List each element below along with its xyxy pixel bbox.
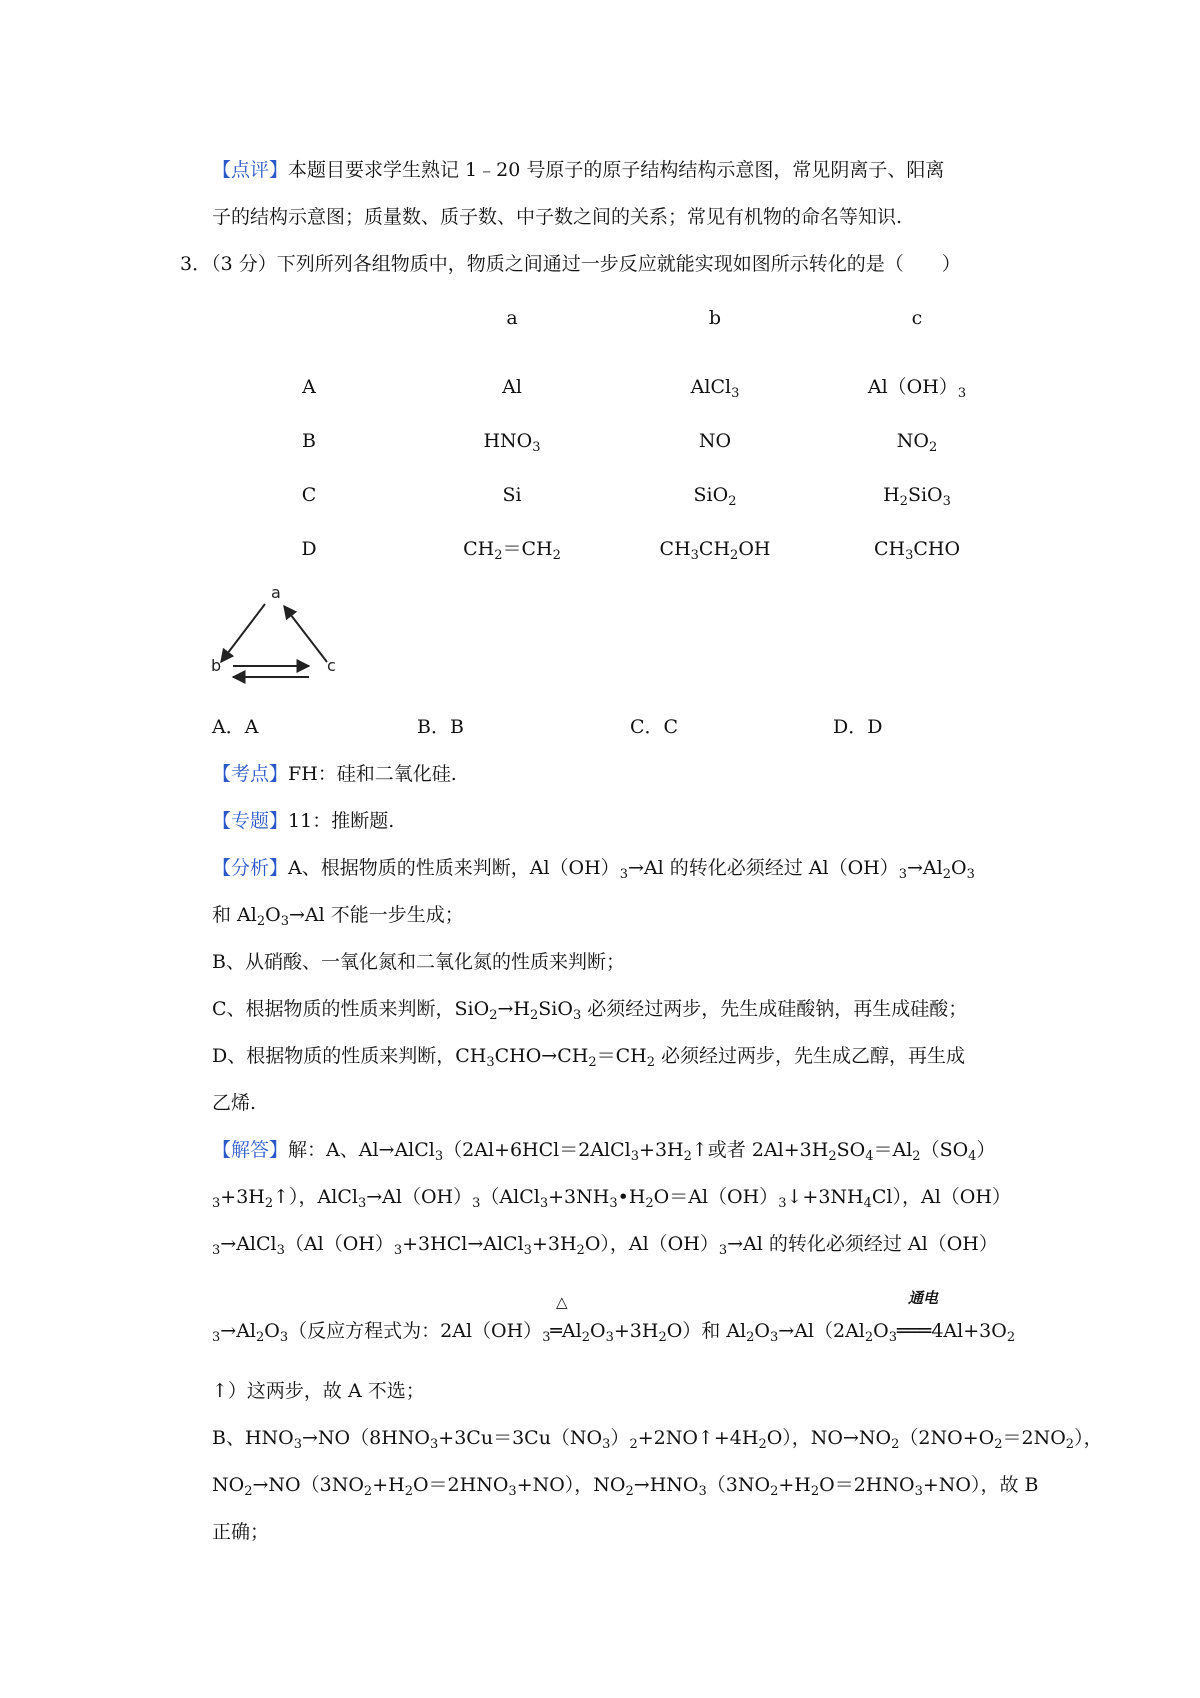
subscript: 3 (718, 1243, 728, 1258)
table-header-a: a (506, 307, 518, 329)
heat-condition: △ (556, 1293, 568, 1311)
subscript: 3 (698, 1484, 707, 1499)
subscript: 3 (942, 494, 951, 509)
subscript: 2 (576, 1243, 585, 1258)
jieda-text-1: 解：A、$Al\to AlCl_3(2Al+6HCl=2AlCl_3+3H_2↑$或者 $2Al+3H_2SO_4=Al_2(SO_4)$ (288, 1139, 996, 1164)
fenxi-line-2: 和 $Al_2O_3\to Al$ 不能一步生成； (212, 904, 464, 929)
kaodian-tag: 【考点】 (212, 763, 289, 785)
subscript: 3 (279, 1330, 289, 1345)
subscript: 3 (430, 1437, 439, 1452)
table-cell: $Al(OH)_3$ (867, 376, 967, 401)
arrow-c-to-a (284, 606, 327, 662)
subscript: 2 (730, 548, 739, 563)
subscript: 2 (363, 1484, 373, 1499)
subscript: 3 (605, 1330, 614, 1345)
table-cell: Al (502, 376, 522, 398)
subscript: 3 (508, 1484, 517, 1499)
subscript: 3 (619, 867, 628, 882)
subscript: 3 (434, 1149, 444, 1164)
subscript: 3 (888, 1330, 898, 1345)
jieda-line-6: B、$HNO_3\to NO(8HNO_3+3Cu=3Cu(NO_3)_2+2NO↑+4H_2O)$，$NO\to NO_2(2NO+O_2=2NO_2)$， (212, 1427, 1103, 1452)
subscript: 3 (532, 440, 541, 455)
subscript: 2 (942, 867, 951, 882)
subscript: 2 (770, 1484, 779, 1499)
subscript: 3 (957, 386, 967, 401)
subscript: 2 (588, 1055, 597, 1070)
fenxi-line-5: D、根据物质的性质来判断，$CH_3CHO\to CH_2=CH_2$ 必须经过两步，先生成乙醇，再生成 (212, 1045, 966, 1070)
subscript: 2 (552, 548, 561, 563)
subscript: 2 (994, 1437, 1003, 1452)
subscript: 3 (212, 1243, 221, 1258)
subscript: 3 (212, 1330, 221, 1345)
option-b: B．B (417, 716, 464, 738)
question-text: 下列所列各组物质中，物质之间通过一步反应就能实现如图所示转化的是（ ） (276, 253, 961, 275)
table-cell: $NO_2$ (896, 430, 938, 455)
diagram-label-a: a (271, 583, 281, 602)
jieda-line-5: ↑）这两步，故 A 不选； (212, 1380, 425, 1402)
diagram-label-c: c (327, 656, 336, 675)
subscript: 2 (828, 1149, 837, 1164)
option-d: D．D (833, 716, 883, 738)
subscript: 4 (865, 1149, 874, 1164)
kaodian-text: FH：硅和二氧化硅. (288, 763, 457, 785)
subscript: 2 (1065, 1437, 1075, 1452)
zhuanti-line (212, 808, 394, 834)
subscript: 2 (683, 1149, 692, 1164)
subscript: 2 (494, 548, 503, 563)
fenxi-line-6: 乙烯. (212, 1092, 257, 1114)
jieda-line-3: $_3\to AlCl_3(Al(OH)_3+3HCl\to AlCl_3+3H_2O)$，$Al(OH)_3\to Al$ 的转化必须经过 Al（OH） (212, 1233, 998, 1258)
subscript: 2 (646, 1055, 656, 1070)
subscript: 3 (690, 548, 699, 563)
table-header-b: b (708, 307, 722, 329)
jieda-line-1 (212, 1137, 995, 1163)
subscript: 3 (966, 867, 975, 882)
subscript: 3 (914, 1484, 923, 1499)
subscript: 2 (404, 1484, 413, 1499)
question-number: 3． (180, 253, 212, 275)
table-cell: $H_2SiO_3$ (883, 484, 951, 509)
table-cell: $CH_2=CH_2$ (463, 538, 561, 563)
comment-tag: 【点评】 (212, 159, 289, 181)
subscript: 3 (731, 386, 740, 401)
fenxi-line-3: B、从硝酸、一氧化氮和二氧化氮的性质来判断； (212, 951, 625, 973)
subscript: 2 (244, 1484, 253, 1499)
kaodian-line (212, 761, 457, 787)
subscript: 2 (810, 1484, 820, 1499)
table-row-label: C (301, 484, 317, 506)
subscript: 3 (357, 1196, 367, 1211)
subscript: 4 (863, 1196, 872, 1211)
subscript: 3 (293, 1437, 303, 1452)
table-row-label: D (301, 538, 317, 560)
subscript: 2 (629, 1437, 638, 1452)
subscript: 2 (928, 440, 938, 455)
question-score: （3 分） (211, 253, 277, 275)
fenxi-text-1: A、根据物质的性质来判断，$Al(OH)_3\to Al$ 的转化必须经过 $Al(OH)_3\to Al_2O_3$ (288, 857, 975, 882)
table-cell: $HNO_3$ (483, 430, 541, 455)
subscript: 2 (489, 1008, 498, 1023)
table-cell: SiO$_2$ (693, 484, 737, 509)
subscript: 2 (625, 1484, 634, 1499)
subscript: 3 (280, 914, 289, 929)
comment-text-1: 本题目要求学生熟记 1﹣20 号原子的原子结构结构示意图，常见阴离子、阳离 (288, 159, 945, 181)
subscript: 2 (899, 494, 908, 509)
comment-line-2: 子的结构示意图；质量数、质子数、中子数之间的关系；常见有机物的命名等知识. (212, 206, 903, 228)
conversion-diagram (205, 578, 355, 688)
table-row-label: B (302, 430, 316, 452)
subscript: 3 (630, 1149, 640, 1164)
fenxi-line-1 (212, 855, 975, 881)
subscript: 3 (770, 1330, 779, 1345)
subscript: 3 (905, 548, 914, 563)
electrolysis-condition: 通电 (908, 1289, 939, 1307)
zhuanti-text: 11：推断题. (288, 810, 395, 832)
jieda-tag: 【解答】 (212, 1139, 289, 1161)
subscript: 3 (778, 1196, 787, 1211)
subscript: 3 (539, 1196, 549, 1211)
comment-line-1 (212, 157, 944, 183)
jieda-line-2: $_3+3H_2↑$），$AlCl_3\to Al(OH)_3(AlCl_3+3NH_3•H_2O=Al(OH)_3↓+3NH_4Cl)$，Al（OH） (212, 1186, 1011, 1211)
option-c: C．C (630, 716, 679, 738)
table-cell: $CH_3CH_2OH$ (659, 538, 771, 563)
subscript: 2 (581, 1330, 590, 1345)
fenxi-line-4: C、根据物质的性质来判断，$SiO_2\to H_2SiO_3$ 必须经过两步，先生成硅酸钠，再生成硅酸； (212, 998, 968, 1023)
zhuanti-tag: 【专题】 (212, 810, 289, 832)
subscript: 3 (609, 1196, 618, 1211)
subscript: 2 (256, 1330, 265, 1345)
subscript: 3 (542, 1330, 551, 1345)
table-cell: NO (698, 430, 732, 452)
arrow-a-to-b (221, 604, 265, 662)
subscript: 2 (912, 1149, 921, 1164)
diagram-label-b: b (211, 656, 222, 675)
subscript: 2 (264, 1196, 274, 1211)
table-cell: Si (502, 484, 522, 506)
subscript: 3 (602, 1437, 611, 1452)
subscript: 4 (968, 1149, 977, 1164)
subscript: 3 (898, 867, 907, 882)
option-a: A．A (212, 716, 259, 738)
subscript: 2 (864, 1330, 874, 1345)
question-stem (180, 251, 961, 277)
jieda-line-7: $NO_2\to NO(3NO_2+H_2O=2HNO_3+NO)$，$NO_2\to HNO_3(3NO_2+H_2O=2HNO_3+NO)$，故 B (212, 1474, 1039, 1499)
subscript: 2 (256, 914, 266, 929)
table-cell: $CH_3CHO$ (873, 538, 961, 563)
subscript: 3 (212, 1196, 221, 1211)
subscript: 3 (276, 1243, 285, 1258)
subscript: 3 (572, 1008, 582, 1023)
table-cell: AlCl$_3$ (690, 376, 740, 401)
subscript: 2 (645, 1196, 654, 1211)
subscript: 2 (746, 1330, 755, 1345)
subscript: 2 (758, 1437, 767, 1452)
subscript: 3 (393, 1243, 403, 1258)
jieda-line-8: 正确； (212, 1521, 270, 1543)
subscript: 2 (728, 494, 737, 509)
subscript: 3 (523, 1243, 532, 1258)
subscript: 3 (472, 1196, 481, 1211)
subscript: 2 (530, 1008, 539, 1023)
fenxi-tag: 【分析】 (212, 857, 289, 879)
table-header-c: c (911, 307, 923, 329)
subscript: 2 (1006, 1330, 1016, 1345)
subscript: 2 (658, 1330, 667, 1345)
subscript: 2 (891, 1437, 900, 1452)
jieda-line-4: $_3\to Al_2O_3$（反应方程式为：$2Al(OH)_3═Al_2O_3+3H_2O$）和 $Al_2O_3\to Al(2Al_2O_3═══4Al+3O_2$ (212, 1320, 1016, 1345)
table-row-label: A (302, 376, 316, 398)
subscript: 3 (486, 1055, 495, 1070)
